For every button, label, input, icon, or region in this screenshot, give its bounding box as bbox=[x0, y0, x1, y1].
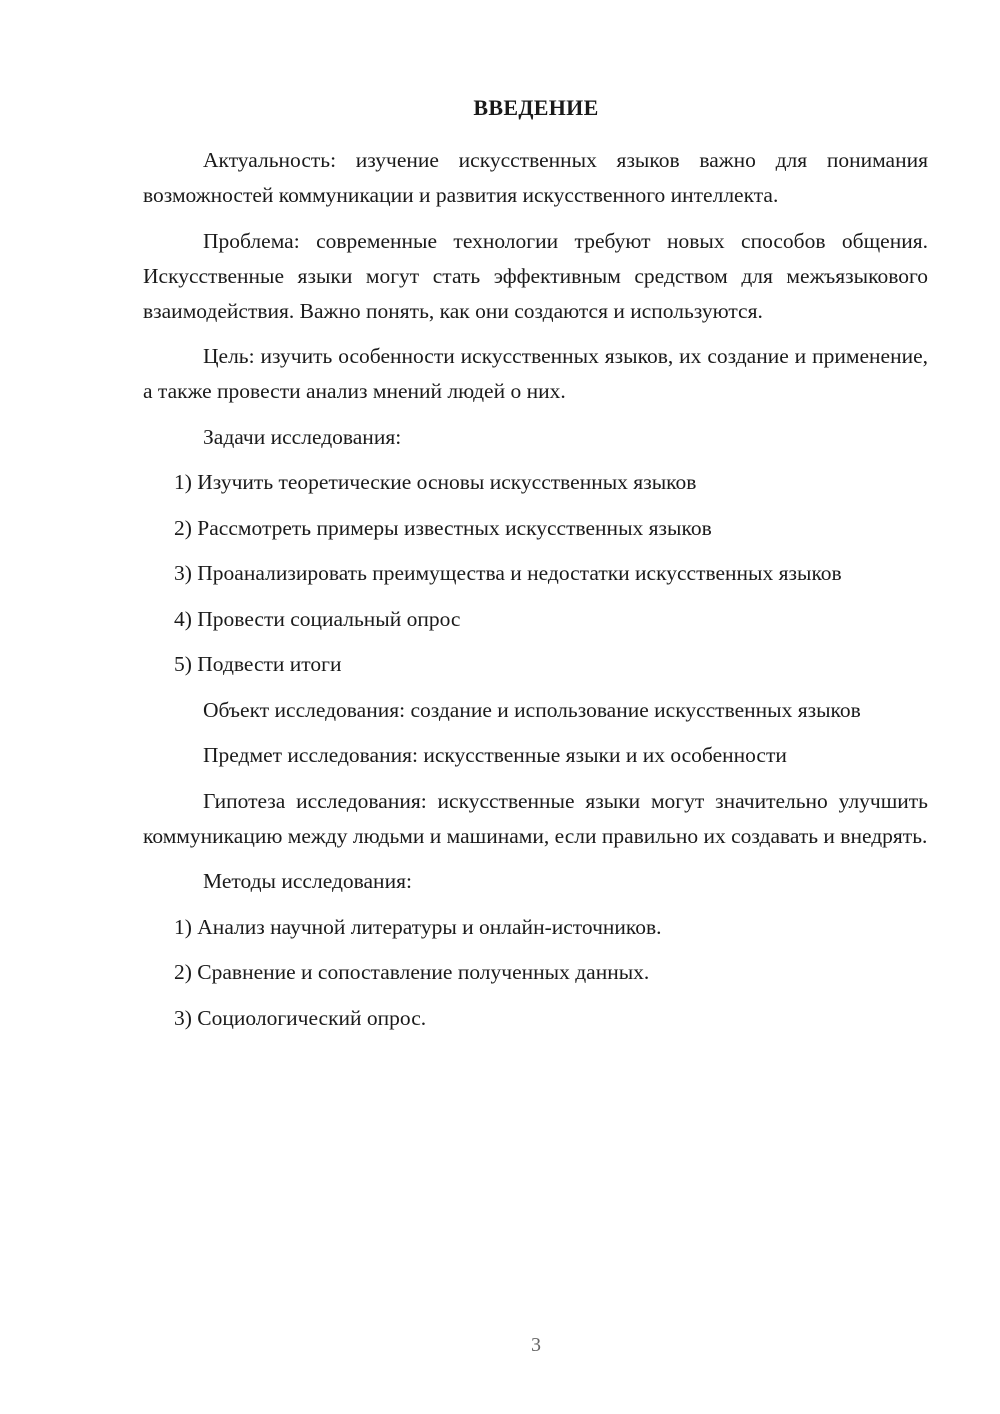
paragraph-problem: Проблема: современные технологии требуют новых способов общения. Искусственные языки могут стать эффективным средством для межъязыкового взаимодействия. Важно понять, как они создаются и используются. bbox=[143, 228, 928, 323]
paragraph-tasks-heading: Задачи исследования: bbox=[203, 424, 402, 449]
paragraph-methods-heading: Методы исследования: bbox=[203, 869, 412, 893]
method-item-3: 3) Социологический опрос. bbox=[174, 1005, 427, 1030]
paragraph-goal: Цель: изучить особенности искусственных языков, их создание и применение, а также провести анализ мнений людей о них. bbox=[143, 344, 928, 403]
section-heading: ВВЕДЕНИЕ bbox=[473, 95, 599, 120]
task-item-4: 4) Провести социальный опрос bbox=[174, 606, 461, 631]
paragraph-object: Объект исследования: создание и использование искусственных языков bbox=[203, 697, 861, 722]
task-item-5: 5) Подвести итоги bbox=[174, 652, 342, 676]
page-number: 3 bbox=[531, 1334, 541, 1356]
method-item-2: 2) Сравнение и сопоставление полученных данных. bbox=[174, 960, 650, 984]
task-item-3: 3) Проанализировать преимущества и недостатки искусственных языков bbox=[174, 561, 842, 585]
paragraph-hypothesis: Гипотеза исследования: искусственные языки могут значительно улучшить коммуникацию между людьми и машинами, если правильно их создавать и внедрять. bbox=[143, 788, 928, 848]
paragraph-relevance: Актуальность: изучение искусственных языков важно для понимания возможностей коммуникации и развития искусственного интеллекта. bbox=[143, 148, 928, 207]
body-text bbox=[143, 143, 928, 1046]
task-item-2: 2) Рассмотреть примеры известных искусственных языков bbox=[174, 515, 712, 540]
method-item-1: 1) Анализ научной литературы и онлайн-источников. bbox=[174, 914, 662, 939]
paragraph-subject: Предмет исследования: искусственные языки и их особенности bbox=[203, 743, 787, 767]
task-item-1: 1) Изучить теоретические основы искусственных языков bbox=[174, 470, 697, 494]
